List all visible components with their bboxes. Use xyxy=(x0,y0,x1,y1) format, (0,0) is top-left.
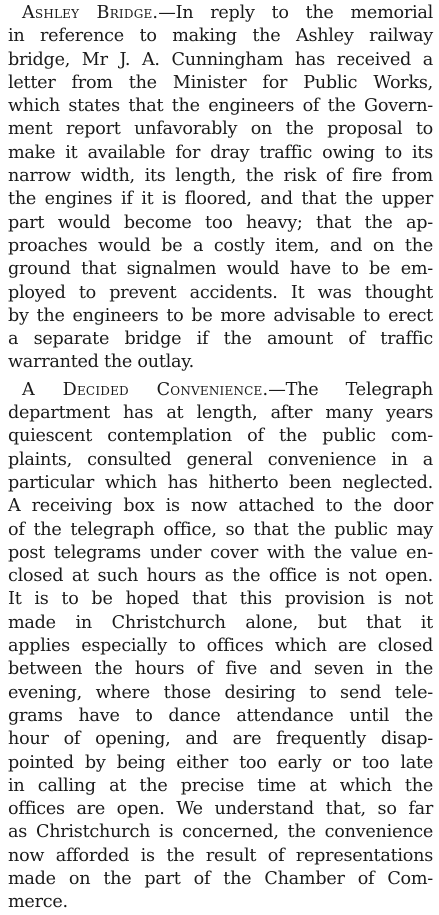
article-line: pointed by being either too early or too late xyxy=(8,752,433,773)
article-line: made on the part of the Chamber of Com- xyxy=(8,868,433,889)
article-line-text: —In reply to the memorial xyxy=(158,3,433,23)
article-line: hour of opening, and are frequently disap- xyxy=(8,729,433,750)
article-heading: Ashley Bridge. xyxy=(22,3,159,23)
article-line: in calling at the precise time at which the xyxy=(8,775,433,796)
article-line: a separate bridge if the amount of traffic xyxy=(8,329,433,350)
article-line: A receiving box is now attached to the door xyxy=(8,496,433,517)
article-line: made in Christchurch alone, but that it xyxy=(8,612,433,633)
article-line: grams have to dance attendance until the xyxy=(8,705,433,726)
article-line: applies especially to offices which are closed xyxy=(8,636,433,657)
article-line: closed at such hours as the office is not open. xyxy=(8,566,433,587)
article-line: ment report unfavorably on the proposal to xyxy=(8,119,433,140)
article-line: narrow width, its length, the risk of fire from xyxy=(8,166,433,187)
article-line: by the engineers to be more advisable to erect xyxy=(8,305,433,326)
article-line: merce. xyxy=(8,892,68,913)
article-line: ground that signalmen would have to be em- xyxy=(8,259,433,280)
article-line: It is to be hoped that this provision is not xyxy=(8,589,433,610)
article-line: quiescent contemplation of the public com- xyxy=(8,426,433,447)
article-line: part would become too heavy; that the ap- xyxy=(8,212,433,233)
article-line: bridge, Mr J. A. Cunningham has received a xyxy=(8,49,433,70)
article-line xyxy=(8,2,433,25)
article-decided-convenience xyxy=(8,379,433,915)
article-line: in reference to making the Ashley railway xyxy=(8,26,433,47)
article-line: post telegrams under cover with the value en- xyxy=(8,542,433,563)
article-line: warranted the outlay. xyxy=(8,352,194,373)
article-heading: A Decided Convenience. xyxy=(22,379,269,400)
article-line: evening, where those desiring to send tele- xyxy=(8,682,433,703)
article-line: plaints, consulted general convenience in a xyxy=(8,449,433,470)
article-line: make it available for dray traffic owing to its xyxy=(8,142,433,163)
article-line-text: —The Telegraph xyxy=(268,379,433,400)
article-line: particular which has hitherto been neglected. xyxy=(8,472,433,493)
article-line: proaches would be a costly item, and on the xyxy=(8,235,433,256)
article-line: as Christchurch is concerned, the convenience xyxy=(8,822,433,843)
article-line: now afforded is the result of representations xyxy=(8,845,433,866)
article-line xyxy=(8,379,433,402)
article-line: of the telegraph office, so that the public may xyxy=(8,519,433,540)
article-line: offices are open. We understand that, so far xyxy=(8,799,433,820)
article-line: which states that the engineers of the Govern- xyxy=(8,96,433,117)
article-line: the engines if it is floored, and that the upper xyxy=(8,189,433,210)
article-line: between the hours of five and seven in the xyxy=(8,659,433,680)
article-ashley-bridge xyxy=(8,2,433,375)
article-line: letter from the Minister for Public Works, xyxy=(8,72,433,93)
article-line: ployed to prevent accidents. It was thought xyxy=(8,282,433,303)
article-line: department has at length, after many years xyxy=(8,403,433,424)
